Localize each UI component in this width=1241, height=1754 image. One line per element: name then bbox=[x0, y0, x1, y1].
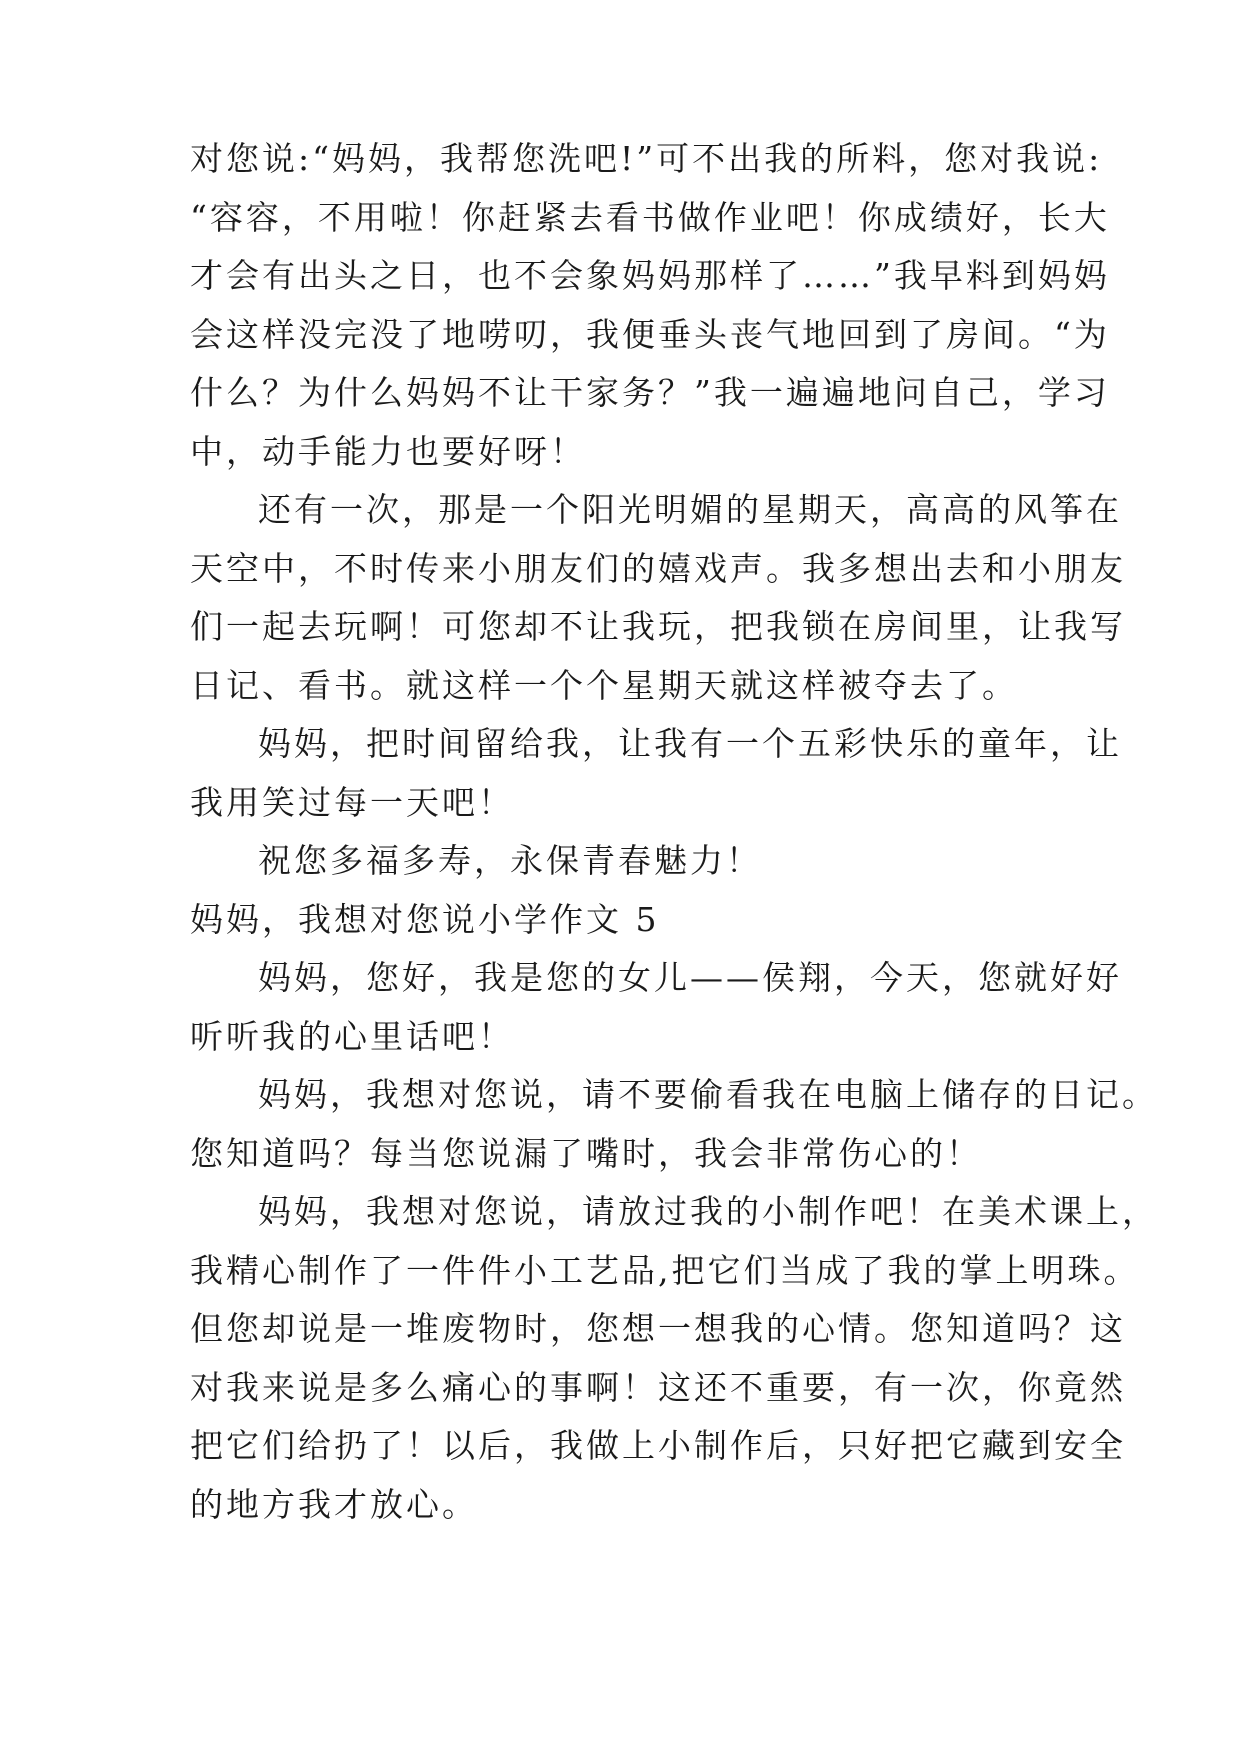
text-line-8: 天空中，不时传来小朋友们的嬉戏声。我多想出去和小朋友 bbox=[190, 548, 1126, 588]
document-body bbox=[190, 130, 1158, 1534]
text-line-7: 还有一次，那是一个阳光明媚的星期天，高高的风筝在 bbox=[258, 490, 1122, 529]
text-line-3: 才会有出头之日，也不会象妈妈那样了……”我早料到妈妈 bbox=[190, 256, 1110, 295]
text-line-15: 妈妈，您好，我是您的女儿——侯翔，今天，您就好好 bbox=[258, 958, 1122, 997]
text-line-16: 听听我的心里话吧！ bbox=[190, 1016, 514, 1056]
text-line-21: 但您却说是一堆废物时，您想一想我的心情。您知道吗？这 bbox=[190, 1309, 1126, 1348]
text-line-1: 对您说:“妈妈，我帮您洗吧!”可不出我的所料，您对我说: bbox=[190, 139, 1103, 178]
text-line-17: 妈妈，我想对您说，请不要偷看我在电脑上储存的日记。 bbox=[258, 1075, 1158, 1114]
text-line-22: 对我来说是多么痛心的事啊！这还不重要，有一次，你竟然 bbox=[190, 1367, 1126, 1407]
text-line-19: 妈妈，我想对您说，请放过我的小制作吧！在美术课上， bbox=[258, 1192, 1158, 1231]
text-line-2: “容容，不用啦！你赶紧去看书做作业吧！你成绩好，长大 bbox=[190, 197, 1110, 237]
text-line-18: 您知道吗？每当您说漏了嘴时，我会非常伤心的！ bbox=[190, 1133, 982, 1173]
text-line-10: 日记、看书。就这样一个个星期天就这样被夺去了。 bbox=[190, 665, 1018, 705]
text-line-11: 妈妈，把时间留给我，让我有一个五彩快乐的童年，让 bbox=[258, 724, 1122, 763]
text-line-12: 我用笑过每一天吧！ bbox=[190, 782, 514, 822]
text-line-23: 把它们给扔了！以后，我做上小制作后，只好把它藏到安全 bbox=[190, 1426, 1126, 1465]
section-heading: 妈妈，我想对您说小学作文 5 bbox=[190, 899, 660, 939]
text-line-24: 的地方我才放心。 bbox=[190, 1484, 478, 1524]
text-line-9: 们一起去玩啊！可您却不让我玩，把我锁在房间里，让我写 bbox=[190, 607, 1126, 646]
text-line-5: 什么？为什么妈妈不让干家务？”我一遍遍地问自己，学习 bbox=[190, 373, 1110, 412]
text-line-6: 中，动手能力也要好呀！ bbox=[190, 431, 586, 471]
text-line-20: 我精心制作了一件件小工艺品,把它们当成了我的掌上明珠。 bbox=[190, 1250, 1140, 1290]
text-line-13: 祝您多福多寿，永保青春魅力！ bbox=[258, 841, 762, 880]
text-line-4: 会这样没完没了地唠叨，我便垂头丧气地回到了房间。“为 bbox=[190, 314, 1110, 354]
